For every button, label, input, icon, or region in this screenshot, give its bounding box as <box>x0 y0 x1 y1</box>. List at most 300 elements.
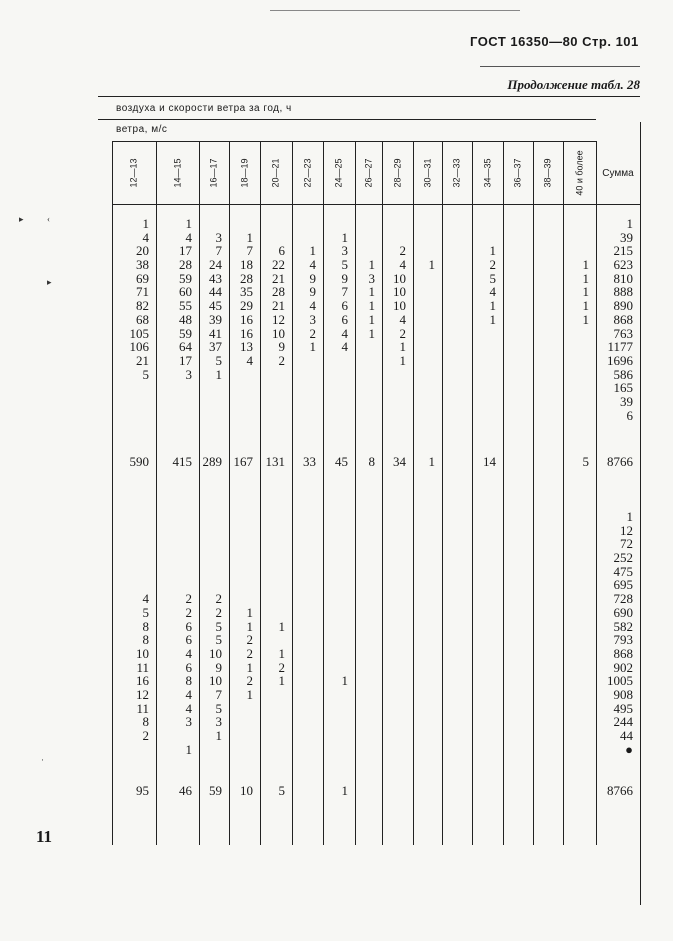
table-cell <box>229 551 253 565</box>
table-cell: 43 <box>209 270 222 286</box>
table-cell <box>442 327 465 341</box>
header-separator-1 <box>98 119 596 120</box>
block1-column <box>563 217 589 422</box>
block2-total-cell: 10 <box>240 783 253 798</box>
table-cell <box>382 729 406 743</box>
column-header-label: 20—21 <box>271 158 281 188</box>
column-header <box>503 146 533 200</box>
table-cell: 7 <box>215 686 222 702</box>
table-continuation-label: Продолжение табл. 28 <box>507 77 640 92</box>
table-cell <box>382 592 406 606</box>
table-cell <box>413 327 435 341</box>
table-cell: 1 <box>489 243 496 259</box>
table-cell <box>413 715 435 729</box>
table-cell <box>533 313 556 327</box>
table-cell: 1 <box>341 673 348 689</box>
table-cell <box>563 661 589 675</box>
table-cell <box>413 743 435 757</box>
table-cell <box>156 578 192 592</box>
table-cell <box>563 381 589 395</box>
table-cell <box>355 354 375 368</box>
table-cell <box>503 381 526 395</box>
table-cell <box>503 647 526 661</box>
table-cell <box>533 606 556 620</box>
table-cell <box>355 368 375 382</box>
table-cell <box>442 354 465 368</box>
table-cell <box>503 231 526 245</box>
table-cell <box>413 395 435 409</box>
table-cell: 5 <box>489 270 496 286</box>
table-cell: 9 <box>341 270 348 286</box>
table-cell <box>260 729 285 743</box>
table-cell <box>413 285 435 299</box>
block2-total-cell: 95 <box>136 783 149 798</box>
table-cell <box>503 327 526 341</box>
table-cell: 28 <box>179 257 192 273</box>
table-cell <box>563 217 589 231</box>
table-cell <box>112 381 149 395</box>
header-underline <box>480 66 640 67</box>
table-cell <box>503 674 526 688</box>
column-header-label: 40 и более <box>574 150 585 196</box>
table-cell: 623 <box>613 257 633 273</box>
table-cell <box>472 743 496 757</box>
table-cell: 1177 <box>607 339 633 355</box>
table-cell: 6 <box>626 407 633 423</box>
table-cell: 12 <box>136 686 149 702</box>
table-cell <box>355 409 375 423</box>
table-cell <box>323 688 348 702</box>
table-cell <box>355 381 375 395</box>
table-cell <box>292 743 316 757</box>
table-cell: 4 <box>399 311 406 327</box>
table-cell <box>112 395 149 409</box>
table-cell <box>355 661 375 675</box>
table-cell: 8 <box>142 618 149 634</box>
table-cell: 888 <box>613 284 633 300</box>
top-rule <box>270 10 520 11</box>
table-cell <box>382 743 406 757</box>
table-cell: 41 <box>209 325 222 341</box>
block2-column <box>292 510 316 756</box>
table-cell <box>472 647 496 661</box>
table-cell <box>413 729 435 743</box>
table-cell <box>472 661 496 675</box>
table-cell <box>156 409 192 423</box>
table-cell <box>382 715 406 729</box>
table-cell <box>563 620 589 634</box>
table-cell: 2 <box>399 325 406 341</box>
table-cell <box>292 217 316 231</box>
block1-column <box>355 217 375 422</box>
table-cell <box>355 633 375 647</box>
table-cell <box>442 368 465 382</box>
table-cell: 2 <box>185 591 192 607</box>
table-cell: 8 <box>142 632 149 648</box>
table-cell: 9 <box>278 339 285 355</box>
table-cell <box>355 743 375 757</box>
table-cell <box>413 231 435 245</box>
table-cell <box>503 272 526 286</box>
table-cell <box>533 551 556 565</box>
table-cell <box>563 729 589 743</box>
block2-total-cell: 8766 <box>607 783 633 798</box>
table-cell: 2 <box>246 632 253 648</box>
table-cell <box>112 578 149 592</box>
table-cell <box>413 620 435 634</box>
table-cell <box>382 565 406 579</box>
table-cell <box>472 231 496 245</box>
table-cell: 3 <box>341 243 348 259</box>
table-cell: 1 <box>309 339 316 355</box>
table-cell <box>260 592 285 606</box>
block2-total-cell: 5 <box>278 783 285 798</box>
column-header <box>563 146 596 200</box>
table-cell <box>563 231 589 245</box>
block1-total-cell: 1 <box>428 454 435 469</box>
table-cell <box>533 395 556 409</box>
table-cell <box>442 340 465 354</box>
table-cell <box>292 551 316 565</box>
table-cell <box>382 606 406 620</box>
column-header <box>260 146 292 200</box>
table-cell: 4 <box>142 229 149 245</box>
table-cell <box>533 729 556 743</box>
table-cell <box>563 395 589 409</box>
block2-total-cell: 46 <box>179 783 192 798</box>
table-cell: 2 <box>185 604 192 620</box>
table-cell: 48 <box>179 311 192 327</box>
block1-column <box>156 217 192 422</box>
table-cell: 8 <box>185 673 192 689</box>
table-cell <box>442 217 465 231</box>
table-cell <box>323 592 348 606</box>
table-cell: 16 <box>240 325 253 341</box>
table-cell: 2 <box>215 591 222 607</box>
column-header-label: 28—29 <box>392 158 403 188</box>
table-cell: 2 <box>399 243 406 259</box>
table-cell <box>323 606 348 620</box>
table-cell <box>260 565 285 579</box>
table-cell <box>563 524 589 538</box>
block1-column <box>503 217 526 422</box>
table-cell: 5 <box>215 352 222 368</box>
table-cell <box>229 381 253 395</box>
table-cell: 1 <box>309 243 316 259</box>
block2-column <box>413 510 435 756</box>
table-cell <box>442 231 465 245</box>
table-cell <box>323 217 348 231</box>
table-cell <box>323 354 348 368</box>
table-cell <box>563 244 589 258</box>
table-cell <box>355 340 375 354</box>
table-cell <box>229 565 253 579</box>
table-cell: 38 <box>136 257 149 273</box>
table-cell: 3 <box>309 311 316 327</box>
column-divider <box>640 122 641 905</box>
table-cell <box>503 217 526 231</box>
column-header-label: 30—31 <box>422 158 433 188</box>
table-cell: 12 <box>620 522 633 538</box>
table-cell <box>413 565 435 579</box>
table-cell <box>156 395 192 409</box>
table-cell <box>260 217 285 231</box>
table-cell <box>382 537 406 551</box>
column-header-label: 26—27 <box>363 158 374 188</box>
block1-total-cell: 33 <box>303 454 316 469</box>
table-cell <box>563 537 589 551</box>
table-cell <box>442 537 465 551</box>
table-cell: 44 <box>209 284 222 300</box>
table-cell <box>199 409 222 423</box>
table-cell <box>563 633 589 647</box>
table-cell <box>503 340 526 354</box>
table-cell: 810 <box>613 270 633 286</box>
table-cell <box>442 606 465 620</box>
table-cell <box>112 510 149 524</box>
table-cell <box>199 537 222 551</box>
table-cell <box>472 592 496 606</box>
table-cell <box>442 702 465 716</box>
table-cell <box>323 368 348 382</box>
table-cell <box>292 537 316 551</box>
table-cell <box>413 537 435 551</box>
table-cell: 1 <box>246 604 253 620</box>
table-cell <box>563 688 589 702</box>
table-cell: 1 <box>142 216 149 231</box>
table-cell: 21 <box>272 270 285 286</box>
table-cell <box>503 620 526 634</box>
table-cell <box>156 524 192 538</box>
table-cell: 868 <box>613 645 633 661</box>
table-cell: 11 <box>136 700 149 716</box>
table-cell <box>199 551 222 565</box>
column-header <box>292 146 323 200</box>
block2-column <box>199 510 222 756</box>
table-cell <box>413 409 435 423</box>
table-cell <box>533 510 556 524</box>
column-header <box>199 146 229 200</box>
table-cell <box>355 592 375 606</box>
table-cell <box>260 524 285 538</box>
table-cell <box>292 395 316 409</box>
table-cell <box>472 409 496 423</box>
table-cell: 4 <box>185 686 192 702</box>
table-cell: 8 <box>142 714 149 730</box>
table-cell: 1 <box>582 284 589 300</box>
table-cell: 1 <box>341 229 348 245</box>
table-cell: 35 <box>240 284 253 300</box>
table-cell <box>413 299 435 313</box>
table-cell: 24 <box>209 257 222 273</box>
table-cell <box>382 510 406 524</box>
table-cell <box>472 715 496 729</box>
block2-total-cell: 1 <box>341 783 348 798</box>
table-cell <box>199 510 222 524</box>
table-cell: 59 <box>179 270 192 286</box>
table-cell <box>413 313 435 327</box>
table-cell <box>563 510 589 524</box>
table-cell <box>112 409 149 423</box>
table-cell <box>292 729 316 743</box>
table-cell <box>260 368 285 382</box>
header-line-2: ветра, м/с <box>116 124 168 135</box>
table-cell <box>355 674 375 688</box>
table-cell: 9 <box>309 284 316 300</box>
table-cell <box>413 381 435 395</box>
table-cell <box>156 381 192 395</box>
table-cell <box>503 715 526 729</box>
block1-total-cell: 14 <box>483 454 496 469</box>
table-cell <box>442 688 465 702</box>
table-cell <box>112 743 149 757</box>
table-cell: 908 <box>613 686 633 702</box>
table-cell <box>229 510 253 524</box>
table-cell <box>292 674 316 688</box>
table-cell: 10 <box>393 284 406 300</box>
table-cell <box>503 299 526 313</box>
table-cell <box>503 313 526 327</box>
table-cell: 5 <box>341 257 348 273</box>
table-cell: 1 <box>278 645 285 661</box>
table-cell <box>472 537 496 551</box>
table-cell <box>413 647 435 661</box>
table-cell <box>260 606 285 620</box>
table-cell <box>533 702 556 716</box>
table-cell <box>292 565 316 579</box>
table-cell: 17 <box>179 352 192 368</box>
table-cell <box>112 537 149 551</box>
table-cell: 2 <box>142 728 149 743</box>
column-header <box>533 146 563 200</box>
table-cell <box>292 620 316 634</box>
table-cell <box>563 368 589 382</box>
table-cell: 6 <box>185 659 192 675</box>
table-cell <box>229 578 253 592</box>
block1-column <box>199 217 222 422</box>
table-cell <box>442 620 465 634</box>
table-cell <box>323 647 348 661</box>
table-cell <box>472 688 496 702</box>
table-cell <box>323 395 348 409</box>
table-cell <box>503 702 526 716</box>
table-cell <box>533 537 556 551</box>
table-cell <box>472 395 496 409</box>
table-cell: 106 <box>129 339 149 355</box>
table-cell <box>503 551 526 565</box>
table-cell: 105 <box>129 325 149 341</box>
table-cell <box>382 524 406 538</box>
table-cell <box>323 743 348 757</box>
table-cell <box>563 606 589 620</box>
table-cell <box>156 729 192 743</box>
column-header <box>382 146 413 200</box>
table-cell: 902 <box>613 659 633 675</box>
column-header <box>229 146 260 200</box>
table-cell: 4 <box>246 352 253 368</box>
table-cell <box>292 702 316 716</box>
table-cell <box>563 340 589 354</box>
table-cell: 5 <box>215 700 222 716</box>
column-header-label: 34—35 <box>482 158 493 188</box>
table-cell: 5 <box>142 366 149 382</box>
table-cell <box>292 368 316 382</box>
table-cell <box>413 272 435 286</box>
table-cell <box>533 231 556 245</box>
table-cell <box>472 327 496 341</box>
table-cell <box>413 244 435 258</box>
table-cell: 1 <box>185 216 192 231</box>
table-cell <box>355 537 375 551</box>
table-cell <box>260 633 285 647</box>
table-cell <box>382 674 406 688</box>
table-cell <box>199 565 222 579</box>
table-cell <box>323 409 348 423</box>
table-cell <box>112 551 149 565</box>
table-cell: 3 <box>368 270 375 286</box>
table-cell <box>533 688 556 702</box>
table-cell <box>533 592 556 606</box>
table-cell <box>229 368 253 382</box>
table-cell: 7 <box>246 243 253 259</box>
table-cell <box>382 578 406 592</box>
table-cell <box>413 524 435 538</box>
column-header <box>112 146 156 200</box>
table-cell: 868 <box>613 311 633 327</box>
table-cell <box>472 702 496 716</box>
table-cell: 763 <box>613 325 633 341</box>
table-cell <box>413 368 435 382</box>
table-cell <box>472 565 496 579</box>
table-cell <box>323 551 348 565</box>
column-header-label: 22—23 <box>302 158 313 188</box>
table-cell <box>503 354 526 368</box>
table-cell: 60 <box>179 284 192 300</box>
table-cell <box>472 620 496 634</box>
table-cell: 1 <box>185 741 192 757</box>
block1-total-cell: 167 <box>233 454 253 469</box>
table-cell <box>260 381 285 395</box>
table-cell <box>355 688 375 702</box>
block2-total-cell: 59 <box>209 783 222 798</box>
table-cell: 2 <box>246 645 253 661</box>
block1-total-cell: 415 <box>172 454 192 469</box>
table-cell <box>563 592 589 606</box>
table-cell: 7 <box>341 284 348 300</box>
table-cell <box>533 715 556 729</box>
table-cell <box>533 565 556 579</box>
table-cell <box>442 661 465 675</box>
table-cell <box>292 688 316 702</box>
table-cell: 16 <box>240 311 253 327</box>
table-cell <box>355 702 375 716</box>
table-cell <box>563 743 589 757</box>
table-cell <box>413 606 435 620</box>
table-cell <box>382 368 406 382</box>
column-header-label: 36—37 <box>513 158 523 188</box>
table-cell: 165 <box>613 380 633 396</box>
table-cell <box>533 327 556 341</box>
table-cell <box>413 217 435 231</box>
block2-column <box>563 510 589 756</box>
table-cell: 37 <box>209 339 222 355</box>
table-cell <box>382 551 406 565</box>
table-cell <box>382 395 406 409</box>
table-cell <box>323 578 348 592</box>
table-cell <box>442 285 465 299</box>
table-cell: 1 <box>626 216 633 231</box>
table-cell <box>292 231 316 245</box>
